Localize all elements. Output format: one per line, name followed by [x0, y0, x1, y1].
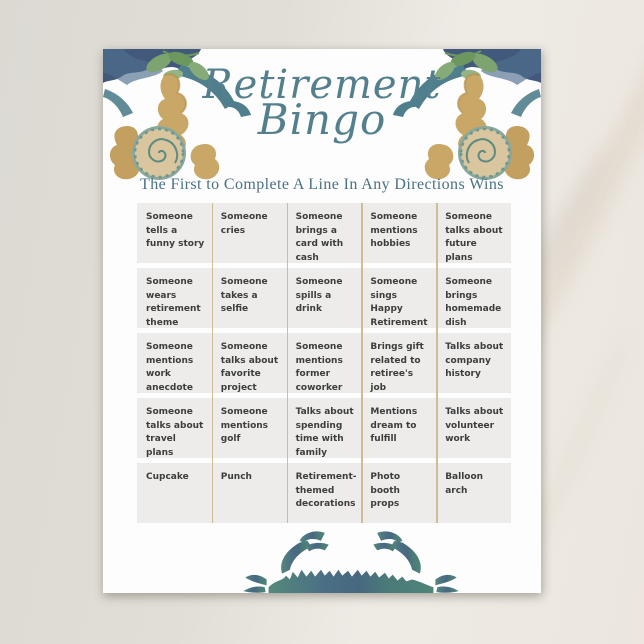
- corner-art-seashell-claw-left: [103, 49, 278, 189]
- retirement-bingo-card[interactable]: [103, 49, 541, 593]
- title-line-bingo: Bingo: [257, 95, 387, 144]
- bingo-cell: Talks about spending time with family: [287, 398, 362, 458]
- crab-icon: [237, 531, 465, 593]
- bingo-cell: Photo booth props: [361, 463, 436, 523]
- bingo-cell: Someone brings homemade dish: [436, 268, 511, 328]
- bingo-cell: Mentions dream to fulfill: [361, 398, 436, 458]
- bingo-cell: Someone talks about favorite project: [212, 333, 287, 393]
- bingo-cell: Punch: [212, 463, 287, 523]
- bingo-cell: Talks about company history: [436, 333, 511, 393]
- bingo-cell: Someone mentions golf: [212, 398, 287, 458]
- bingo-cell: Cupcake: [137, 463, 212, 523]
- bingo-cell: Someone talks about future plans: [436, 203, 511, 263]
- bingo-grid: [137, 203, 511, 523]
- column-divider: [436, 203, 438, 523]
- subtitle-instructions: The First to Complete A Line In Any Directions Wins: [140, 176, 504, 193]
- bingo-cell: Talks about volunteer work: [436, 398, 511, 458]
- bingo-cell: Someone cries: [212, 203, 287, 263]
- bingo-cell: Retirement-themed decorations: [287, 463, 362, 523]
- bingo-cell: Someone takes a selfie: [212, 268, 287, 328]
- bingo-cell: Brings gift related to retiree's job: [361, 333, 436, 393]
- column-divider: [212, 203, 214, 523]
- bingo-cell: Someone tells a funny story: [137, 203, 212, 263]
- bingo-cell: Someone wears retirement theme: [137, 268, 212, 328]
- column-divider: [287, 203, 289, 523]
- bingo-cell: Someone mentions former coworker: [287, 333, 362, 393]
- bingo-cell: Someone brings a card with cash: [287, 203, 362, 263]
- bingo-cell: Someone mentions hobbies: [361, 203, 436, 263]
- column-divider: [361, 203, 363, 523]
- corner-art-seashell-claw-right: [366, 49, 541, 189]
- bingo-cell: Someone talks about travel plans: [137, 398, 212, 458]
- title-line-retirement: Retirement: [202, 62, 442, 108]
- bingo-cell: Someone sings Happy Retirement: [361, 268, 436, 328]
- bingo-cell: Someone spills a drink: [287, 268, 362, 328]
- bingo-cell: Someone mentions work anecdote: [137, 333, 212, 393]
- bingo-cell: Balloon arch: [436, 463, 511, 523]
